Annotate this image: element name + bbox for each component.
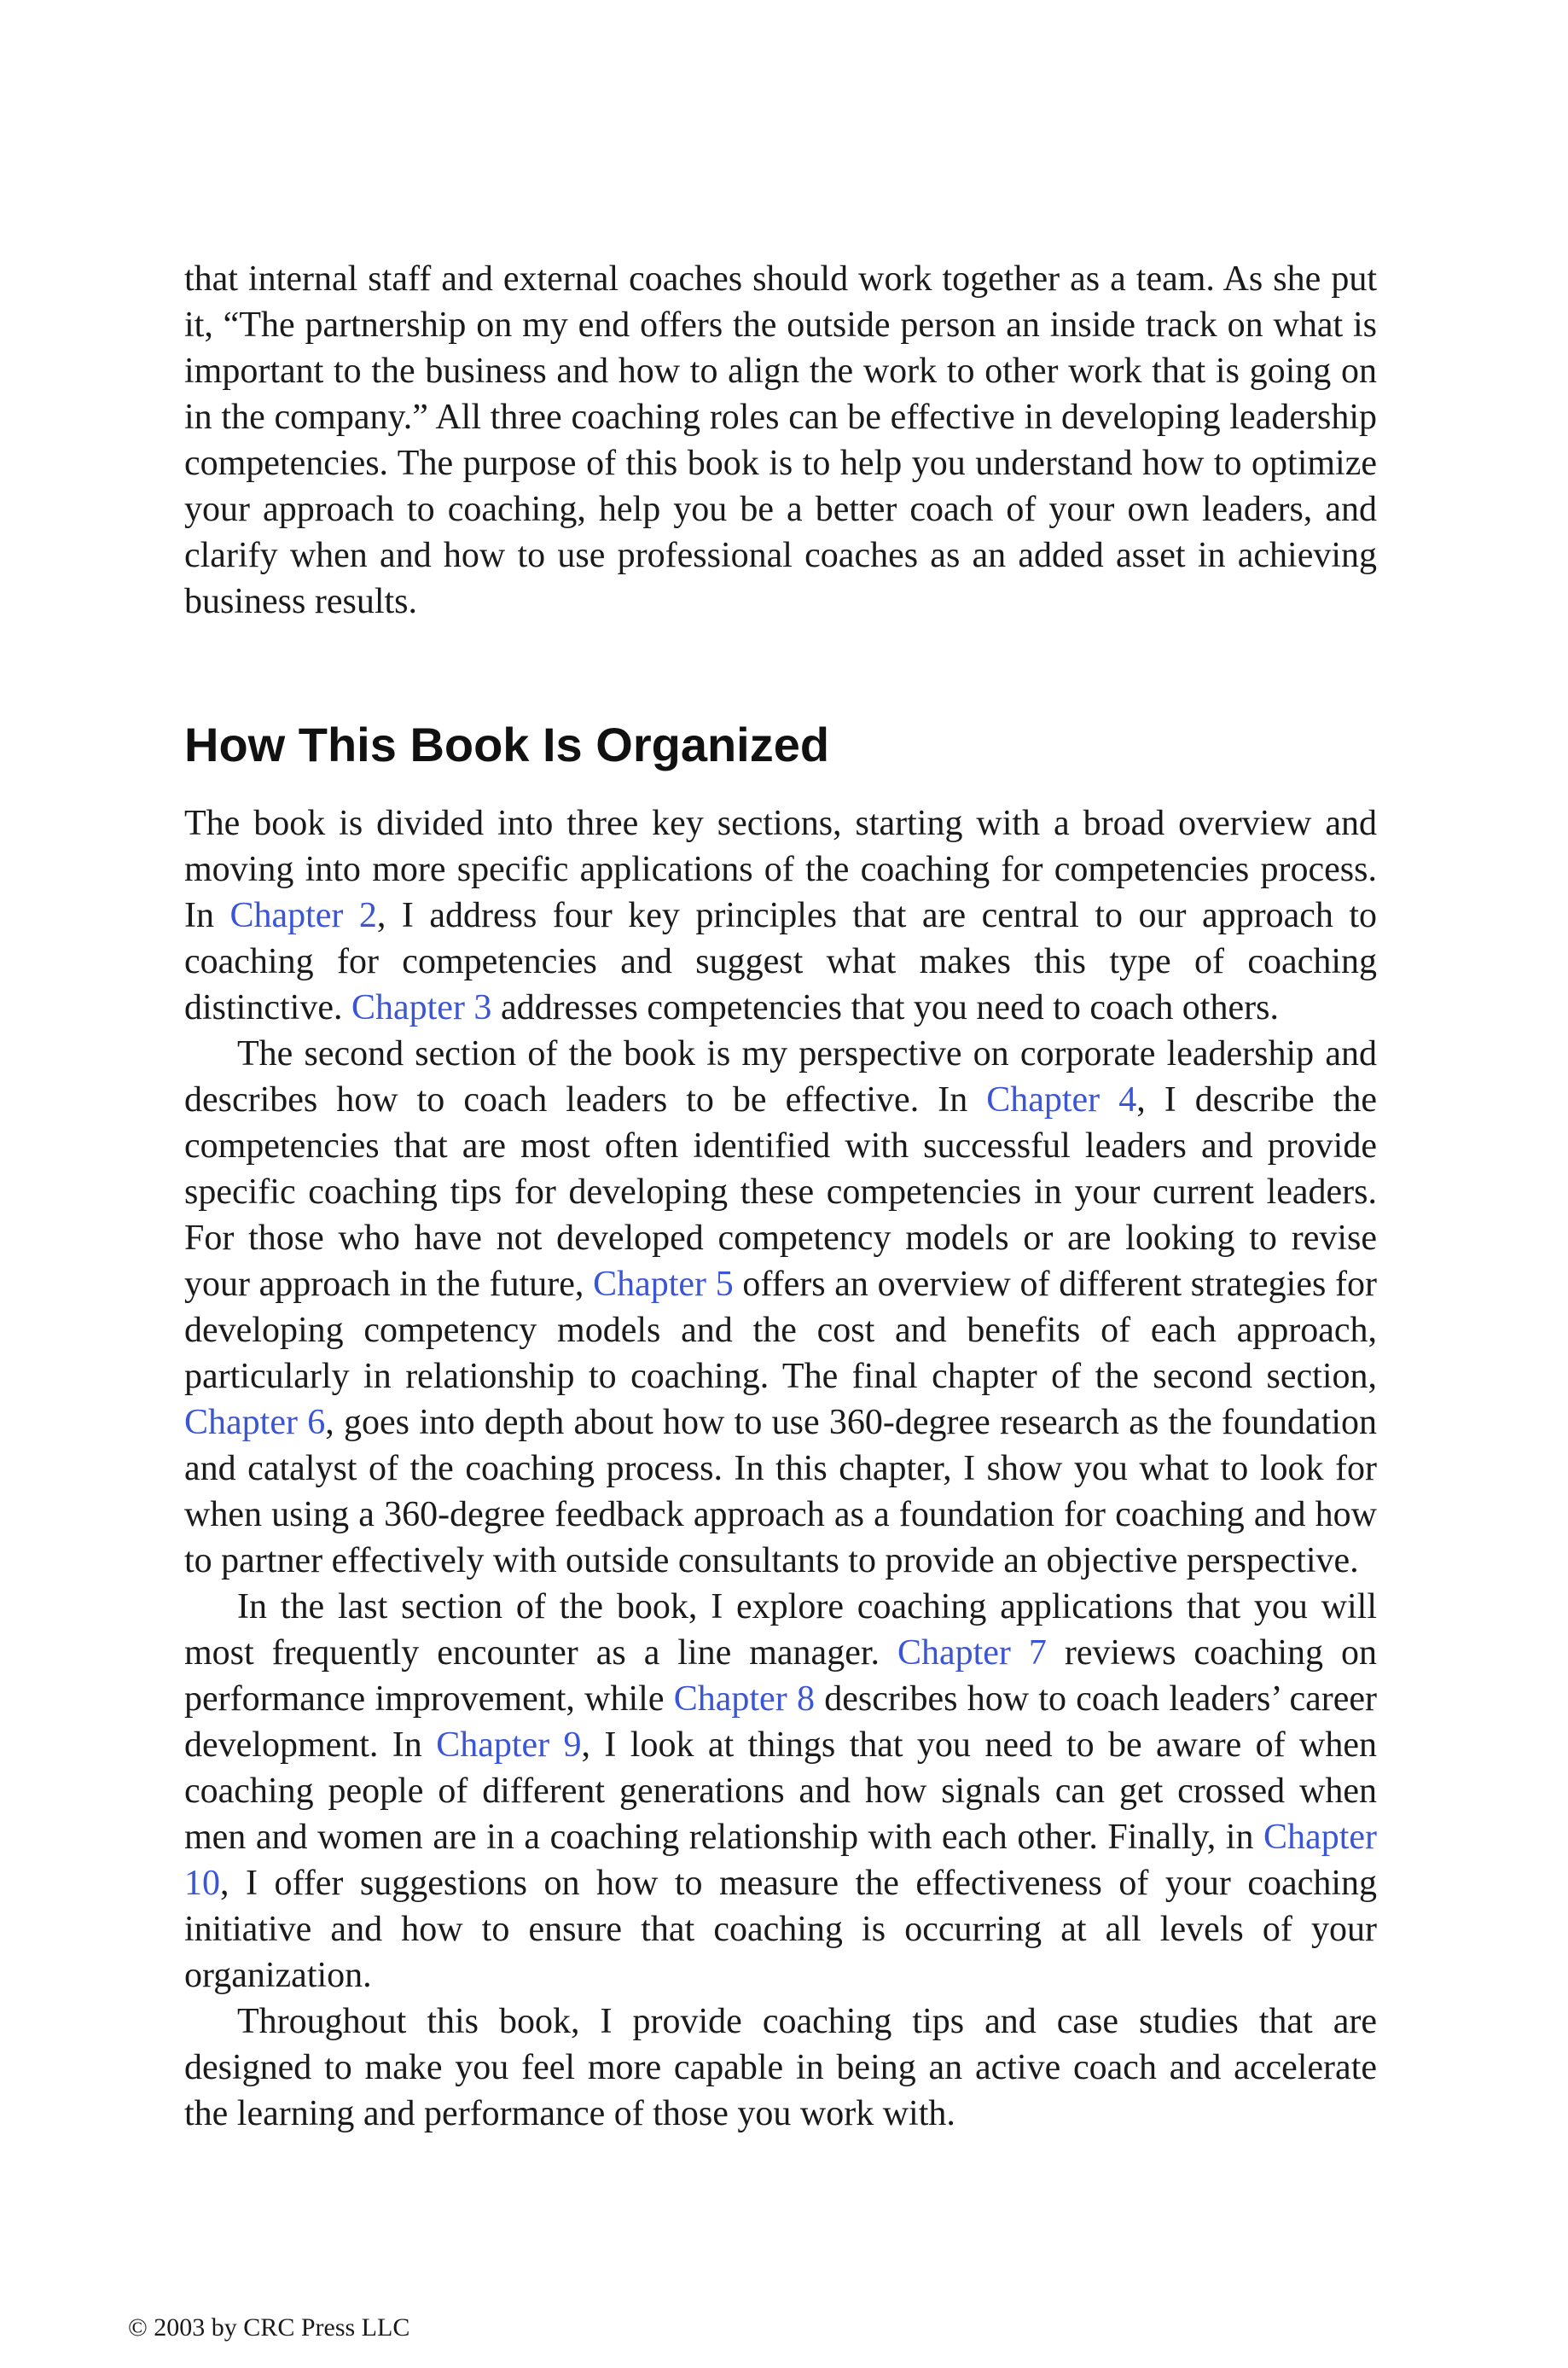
paragraph-text: The book is divided into three key sections, starting with a broad overview and moving into more specific applications of the coaching for competencies process. In bbox=[184, 804, 1377, 935]
paragraph-closing: Throughout this book, I provide coaching tips and case studies that are designed to make you feel more capable in being an active coach and accelerate the learning and performance of those you work with. bbox=[184, 2002, 1377, 2133]
paragraph-text: , I look at things that you need to be aware of when coaching people of different generations and how signals can get crossed when men and women are in a coaching relationship with each other. Finally, in bbox=[184, 1725, 1378, 1857]
paragraph-text: offers an overview of different strategies for developing competency models and the cost and benefits of each approach, particularly in relationship to coaching. The final chapter of the second section, bbox=[184, 1265, 1377, 1396]
paragraph-text: reviews coaching on performance improvement, while bbox=[184, 1633, 1377, 1719]
paragraph-text: , goes into depth about how to use 360-degree research as the foundation and catalyst of the coaching process. In this chapter, I show you what to look for when using a 360-degree feedback approach as a foundation for coaching and how to partner effectively with outside consultants to provide an objective perspective. bbox=[184, 1403, 1377, 1580]
paragraph-last-section bbox=[184, 1584, 1377, 1999]
paragraph-text: addresses competencies that you need to coach others. bbox=[491, 988, 1279, 1027]
paragraph-text: In the last section of the book, I explore coaching applications that you will most frequently encounter as a line manager. bbox=[184, 1587, 1377, 1673]
chapter-2-link[interactable]: Chapter 2 bbox=[229, 896, 377, 935]
paragraph-second-section bbox=[184, 1031, 1377, 1584]
copyright-footer: © 2003 by CRC Press LLC bbox=[128, 2313, 410, 2342]
intro-paragraph: that internal staff and external coaches should work together as a team. As she put it, “The partnership on my end offers the outside person an inside track on what is important to the business and how to align the work to other work that is going on in the company.” All three coaching roles can be effective in developing leadership competencies. The purpose of this book is to help you understand how to optimize your approach to coaching, help you be a better coach of your own leaders, and clarify when and how to use professional coaches as an added asset in achieving business results. bbox=[184, 259, 1377, 621]
chapter-6-link[interactable]: Chapter 6 bbox=[184, 1403, 326, 1442]
paragraph-text: The second section of the book is my perspective on corporate leadership and describes how to coach leaders to be effective. In bbox=[184, 1034, 1377, 1120]
paragraph-text: , I offer suggestions on how to measure the effectiveness of your coaching initiative and how to ensure that coaching is occurring at all levels of your organization. bbox=[184, 1864, 1377, 1995]
chapter-3-link[interactable]: Chapter 3 bbox=[351, 988, 492, 1027]
page-content bbox=[184, 256, 1377, 2137]
chapter-10-link[interactable]: Chapter 10 bbox=[184, 1818, 1377, 1903]
section-heading: How This Book Is Organized bbox=[184, 718, 830, 771]
chapter-4-link[interactable]: Chapter 4 bbox=[986, 1080, 1137, 1120]
chapter-8-link[interactable]: Chapter 8 bbox=[673, 1679, 815, 1719]
chapter-7-link[interactable]: Chapter 7 bbox=[897, 1633, 1047, 1673]
paragraph-text: describes how to coach leaders’ career development. In bbox=[184, 1679, 1378, 1765]
paragraph-text: , I describe the competencies that are most often identified with successful leaders and provide specific coaching tips for developing these competencies in your current leaders. For those who have not developed competency models or are looking to revise your approach in the future, bbox=[184, 1080, 1377, 1304]
chapter-9-link[interactable]: Chapter 9 bbox=[436, 1725, 582, 1765]
chapter-5-link[interactable]: Chapter 5 bbox=[593, 1265, 734, 1304]
paragraph-text: , I address four key principles that are central to our approach to coaching for competencies and suggest what makes this type of coaching distinctive. bbox=[184, 896, 1377, 1027]
paragraph-overview bbox=[184, 800, 1377, 1031]
